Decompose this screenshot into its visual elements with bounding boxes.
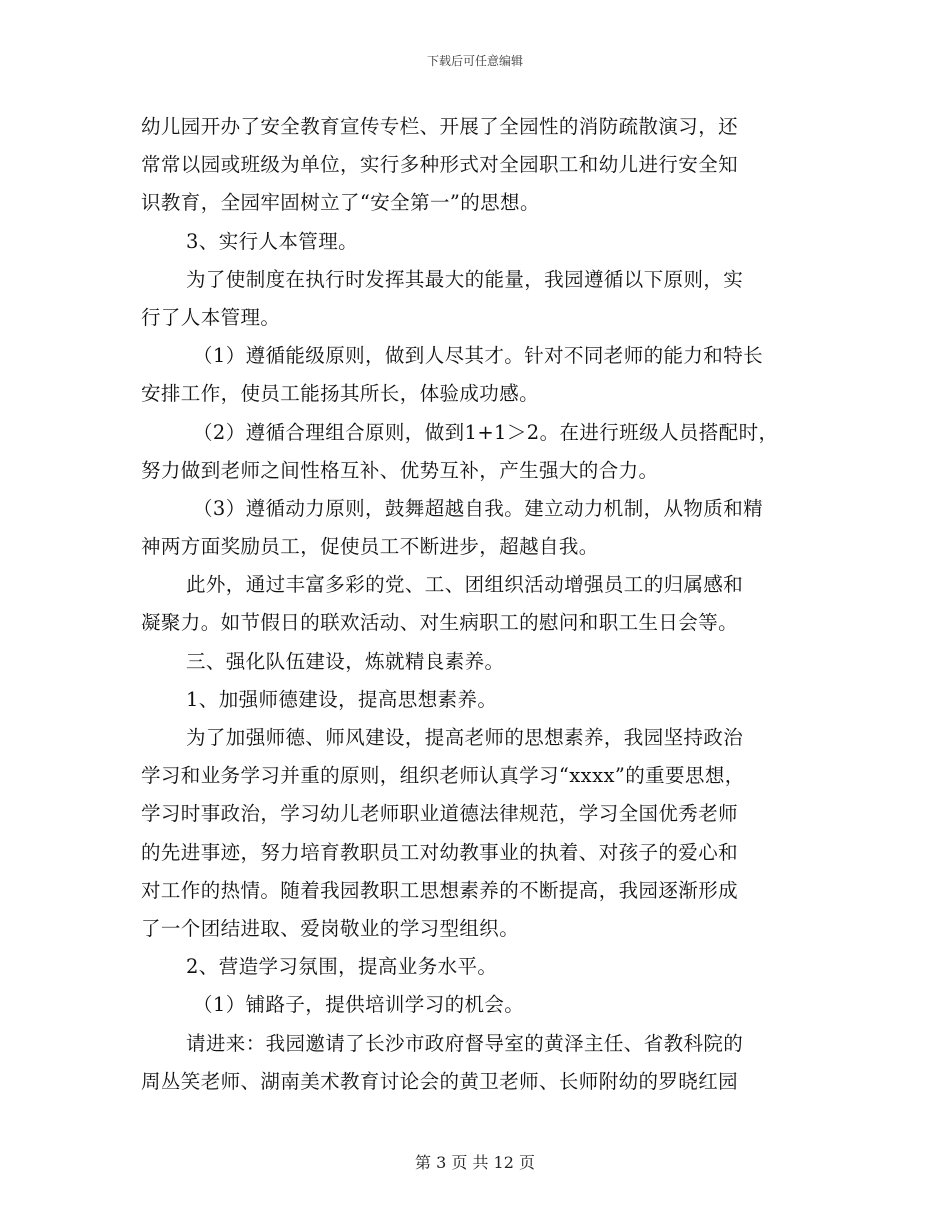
text-line: 常常以园或班级为单位，实行多种形式对全园职工和幼儿进行安全知 bbox=[141, 153, 739, 177]
text-line: 识教育，全园牢固树立了“安全第一”的思想。 bbox=[141, 191, 540, 215]
text-line: 努力做到老师之间性格互补、优势互补，产生强大的合力。 bbox=[141, 458, 659, 482]
text-line: （1）铺路子，提供培训学习的机会。 bbox=[193, 993, 525, 1017]
section-heading: 3、实行人本管理。 bbox=[186, 229, 359, 253]
text-line: 为了使制度在执行时发挥其最大的能量，我园遵循以下原则，实 bbox=[186, 267, 744, 291]
page-header: 下载后可任意编辑 bbox=[426, 54, 523, 68]
text-line: 学习和业务学习并重的原则，组织老师认真学习“xxxx”的重要思想， bbox=[141, 764, 745, 788]
section-heading: 三、强化队伍建设，炼就精良素养。 bbox=[186, 649, 505, 673]
section-heading: 2、营造学习氛围，提高业务水平。 bbox=[186, 955, 498, 979]
text-line: 神两方面奖励员工，促使员工不断进步，超越自我。 bbox=[141, 535, 599, 559]
text-line: 安排工作，使员工能扬其所长，体验成功感。 bbox=[141, 382, 540, 406]
text-line: 凝聚力。如节假日的联欢活动、对生病职工的慰问和职工生日会等。 bbox=[141, 611, 739, 635]
text-line: 行了人本管理。 bbox=[141, 305, 281, 329]
text-line: 的先进事迹，努力培育教职员工对幼教事业的执着、对孩子的爱心和 bbox=[141, 840, 739, 864]
page-footer: 第 3 页 共 12 页 bbox=[415, 1153, 535, 1172]
text-line: 周丛笑老师、湖南美术教育讨论会的黄卫老师、长师附幼的罗晓红园 bbox=[141, 1069, 739, 1093]
text-line: 学习时事政治，学习幼儿老师职业道德法律规范，学习全国优秀老师 bbox=[141, 802, 739, 826]
text-line: 此外，通过丰富多彩的党、工、团组织活动增强员工的归属感和 bbox=[186, 573, 744, 597]
text-line: 幼儿园开办了安全教育宣传专栏、开展了全园性的消防疏散演习，还 bbox=[141, 115, 739, 138]
text-line: 请进来：我园邀请了长沙市政府督导室的黄泽主任、省教科院的 bbox=[186, 1031, 744, 1055]
text-line: 对工作的热情。随着我园教职工思想素养的不断提高，我园逐渐形成 bbox=[141, 878, 739, 902]
text-line: 为了加强师德、师风建设，提高老师的思想素养，我园坚持政治 bbox=[186, 726, 744, 749]
body-text bbox=[141, 108, 809, 1101]
section-heading: 1、加强师德建设，提高思想素养。 bbox=[186, 687, 498, 711]
text-line: （3）遵循动力原则，鼓舞超越自我。建立动力机制，从物质和精 bbox=[193, 496, 764, 520]
text-line: 了一个团结进取、爱岗敬业的学习型组织。 bbox=[141, 916, 520, 940]
text-line: （1）遵循能级原则，做到人尽其才。针对不同老师的能力和特长 bbox=[193, 344, 764, 368]
text-line: （2）遵循合理组合原则，做到1+1＞2。在进行班级人员搭配时， bbox=[193, 420, 779, 444]
